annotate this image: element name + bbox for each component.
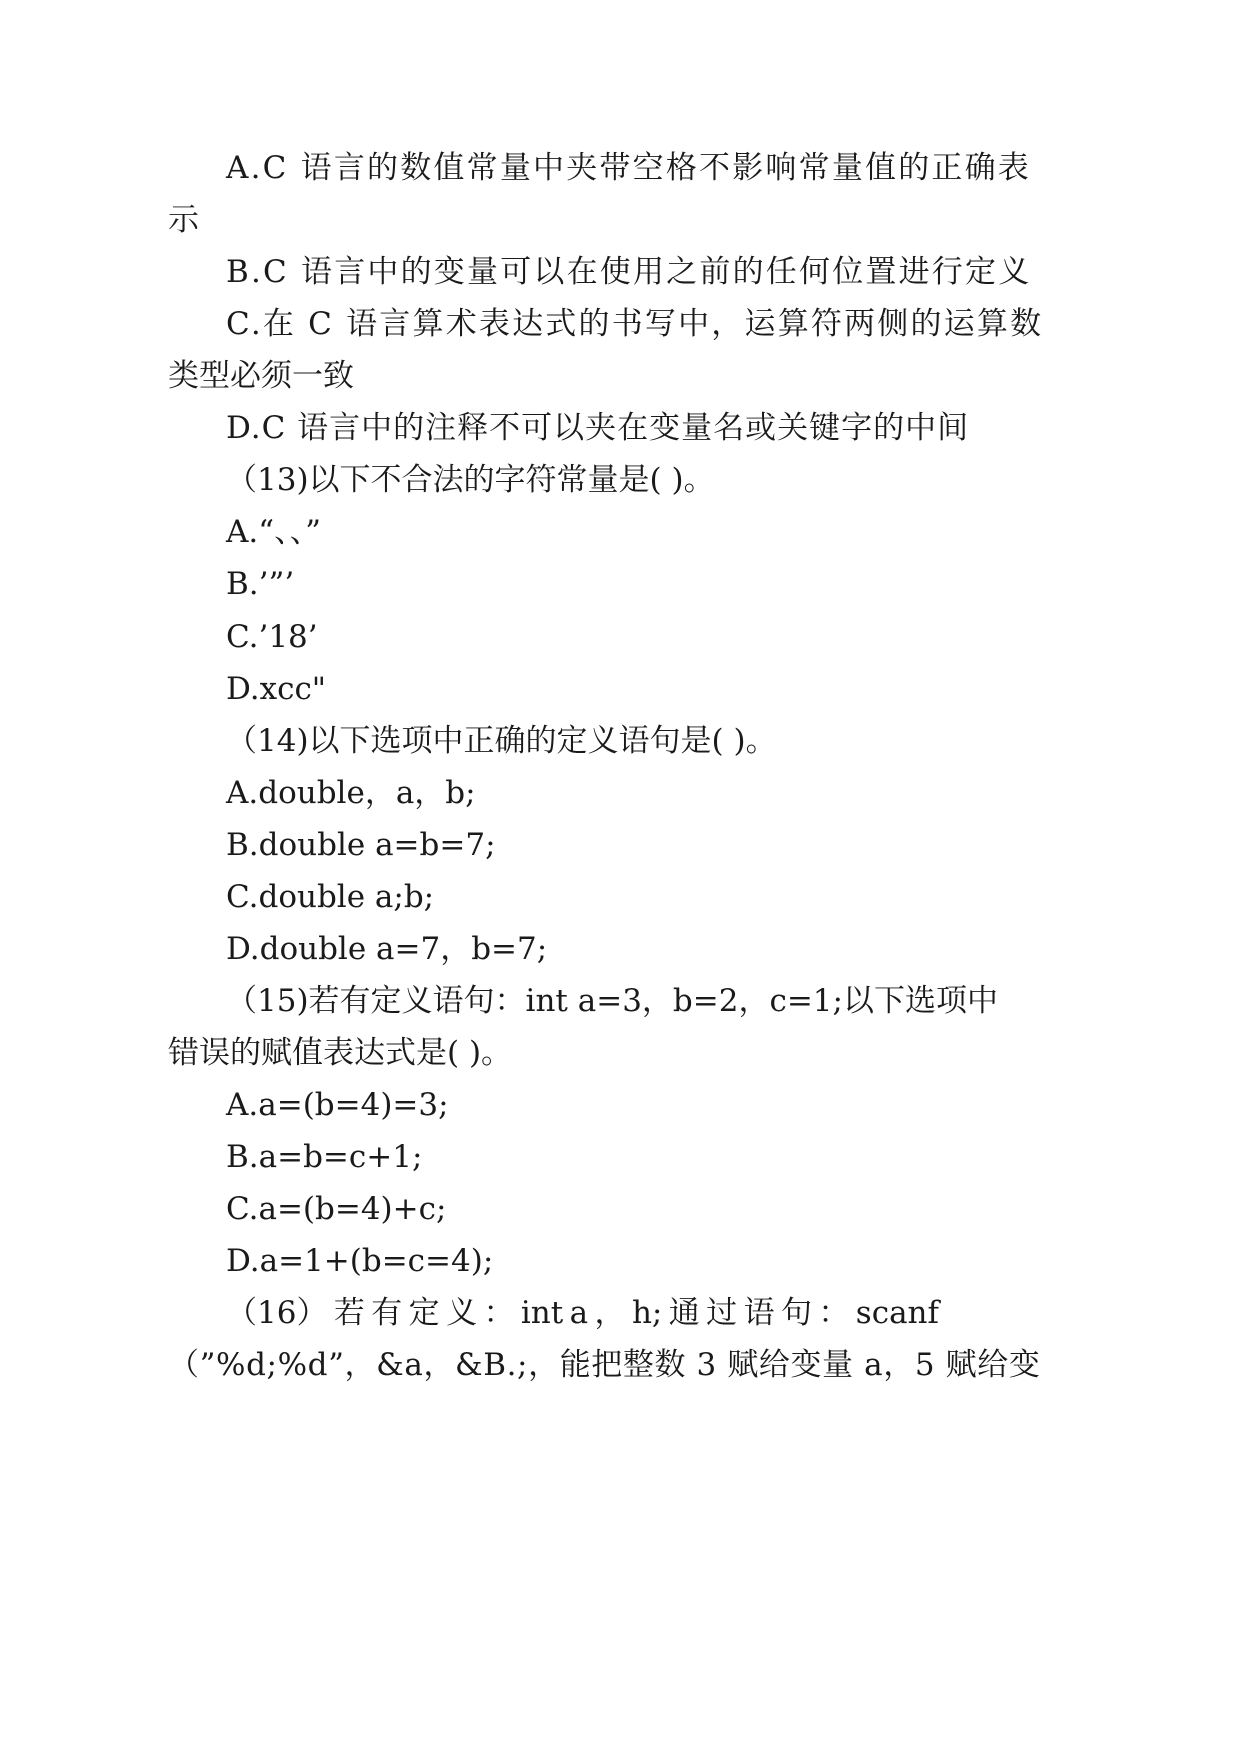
- option-14-d: D.double a=7，b=7;: [226, 931, 548, 967]
- option-15-d: D.a=1+(b=c=4);: [226, 1243, 494, 1279]
- option-15-c: C.a=(b=4)+c;: [226, 1191, 447, 1227]
- question-16-line-1: [226, 1293, 939, 1333]
- q16-word: 过: [706, 1295, 738, 1331]
- q16-word: 有: [371, 1295, 403, 1331]
- q16-word: 定: [408, 1295, 440, 1331]
- q16-word: （16）: [226, 1295, 328, 1331]
- q16-word: a: [569, 1295, 589, 1331]
- q16-word: ：: [483, 1295, 515, 1331]
- q16-word: 若: [333, 1295, 365, 1331]
- question-13: （13)以下不合法的字符常量是( )。: [226, 462, 715, 498]
- option-12-a-line-2: 示: [168, 202, 199, 238]
- q16-word: 语: [743, 1295, 775, 1331]
- option-15-b: B.a=b=c+1;: [226, 1139, 423, 1175]
- option-13-b: B.’”’: [226, 566, 295, 602]
- option-13-c: C.’18’: [226, 619, 318, 655]
- q16-word: h;: [631, 1295, 663, 1331]
- q16-word: ：: [818, 1295, 850, 1331]
- q16-word: int: [520, 1295, 564, 1331]
- option-15-a: A.a=(b=4)=3;: [226, 1087, 449, 1123]
- option-14-b: B.double a=b=7;: [226, 827, 496, 863]
- option-12-a-line-1: A.C 语言的数值常量中夹带空格不影响常量值的正确表: [226, 150, 1032, 186]
- question-15-line-1: （15)若有定义语句：int a=3，b=2，c=1;以下选项中: [226, 983, 998, 1019]
- option-12-d: D.C 语言中的注释不可以夹在变量名或关键字的中间: [226, 410, 970, 446]
- option-13-a: A.“、、”: [226, 514, 321, 550]
- q16-word: 义: [446, 1295, 478, 1331]
- option-14-a: A.double，a，b;: [226, 775, 476, 811]
- q16-word: ，: [594, 1295, 626, 1331]
- question-16-line-2: （”%d;%d”，&a，&B.;，能把整数 3 赋给变量 a，5 赋给变: [168, 1347, 1041, 1383]
- q16-word: scanf: [855, 1295, 939, 1331]
- option-12-c-line-1: C.在 C 语言算术表达式的书写中，运算符两侧的运算数: [226, 306, 1044, 342]
- option-12-b: B.C 语言中的变量可以在使用之前的任何位置进行定义: [226, 254, 1032, 290]
- q16-word: 句: [780, 1295, 812, 1331]
- question-15-line-2: 错误的赋值表达式是( )。: [168, 1035, 513, 1071]
- q16-word: 通: [668, 1295, 700, 1331]
- option-12-c-line-2: 类型必须一致: [168, 358, 354, 394]
- option-13-d: D.xcc": [226, 671, 327, 707]
- question-14: （14)以下选项中正确的定义语句是( )。: [226, 723, 777, 759]
- option-14-c: C.double a;b;: [226, 879, 435, 915]
